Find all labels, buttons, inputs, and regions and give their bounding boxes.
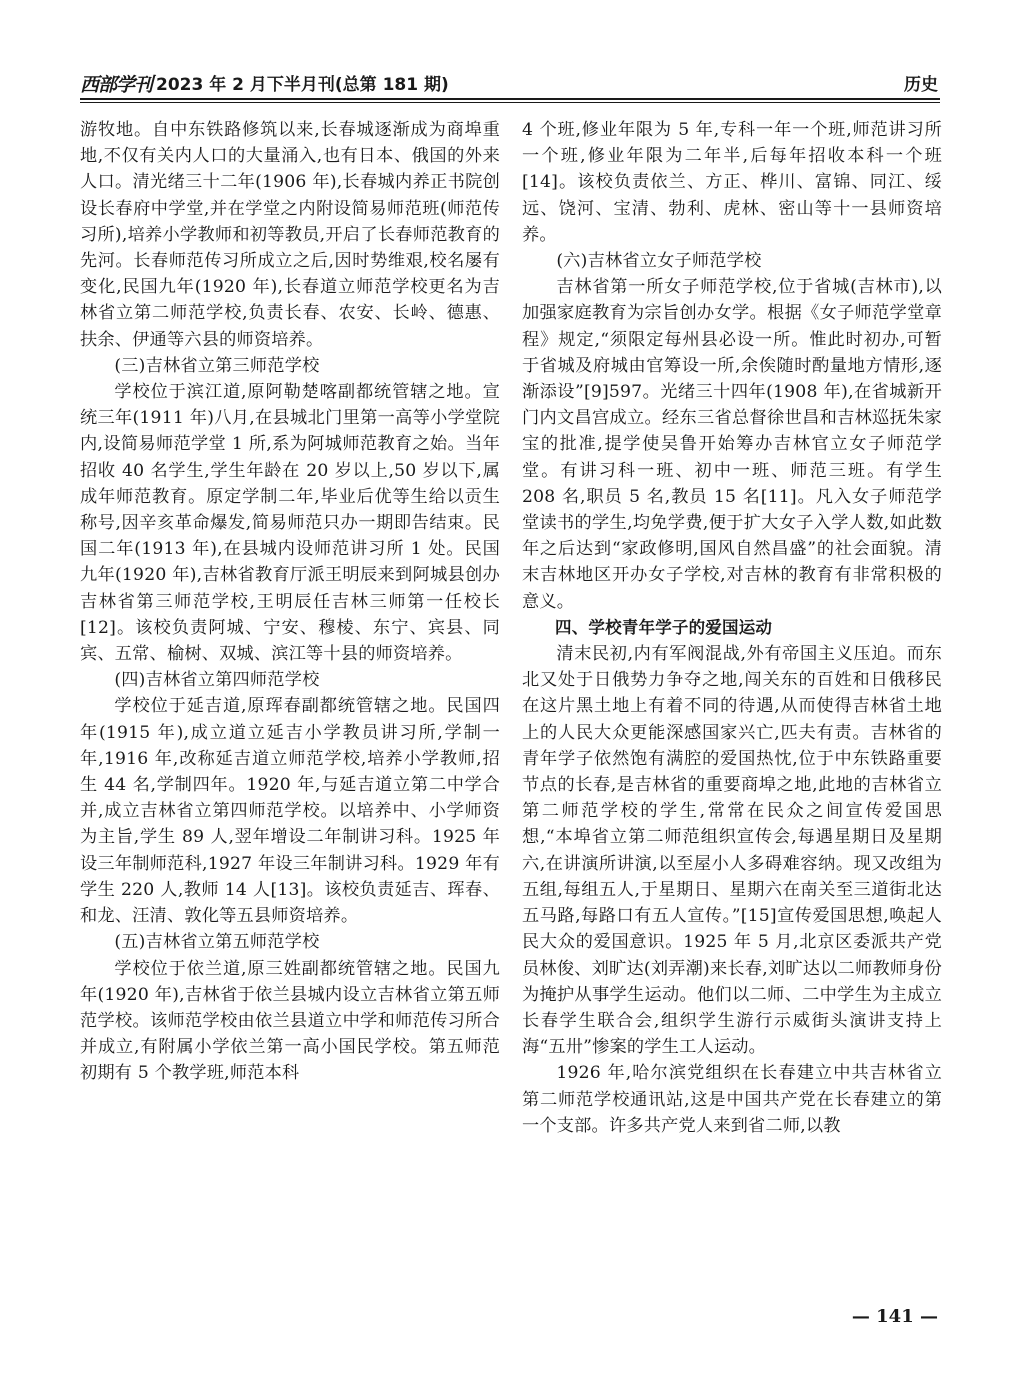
running-header <box>80 68 940 98</box>
right-column <box>522 117 942 1139</box>
section-heading: 四、学校青年学子的爱国运动 <box>555 617 773 637</box>
left-column <box>80 117 500 1087</box>
page-number: — 141 — <box>851 1306 938 1327</box>
header-rule-thick <box>80 98 940 100</box>
body-paragraph: 1926 年,哈尔滨党组织在长春建立中共吉林省立第二师范学校通讯站,这是中国共产党在长春建立的第一个支部。许多共产党人来到省二师,以教 <box>522 1063 942 1136</box>
header-rule-thin <box>80 102 940 103</box>
body-paragraph: 学校位于滨江道,原阿勒楚喀副都统管辖之地。宣统三年(1911 年)八月,在县城北门里第一高等小学堂院内,设简易师范学堂 1 所,系为阿城师范教育之始。当年招收 40 名学生,学生年龄在 20 岁以上,50 岁以下,属成年师范教育。原定学制二年,毕业后优等生给以贡生称号,因辛亥革命爆发,简易师范只办一期即告结束。民国二年(1913 年),在县城内设师范讲习所 1 处。民国九年(1920 年),吉林省教育厅派王明辰来到阿城县创办吉林省第三师范学校,王明辰任吉林三师第一任校长[12]。该校负责阿城、宁安、穆棱、东宁、宾县、同宾、五常、榆树、双城、滨江等十县的师资培养。 <box>80 382 500 665</box>
body-paragraph: 吉林省第一所女子师范学校,位于省城(吉林市),以加强家庭教育为宗旨创办女学。根据《女子师范学堂章程》规定,“须限定每州县必设一所。惟此时初办,可暂于省城及府城由官筹设一所,余俟随时酌量地方情形,逐渐添设”[9]597。光绪三十四年(1908 年),在省城新开门内文昌宫成立。经东三省总督徐世昌和吉林巡抚朱家宝的批准,提学使吴鲁开始筹办吉林官立女子师范学堂。有讲习科一班、初中一班、师范三班。有学生 208 名,职员 5 名,教员 15 名[11]。凡入女子师范学堂读书的学生,均免学费,便于扩大女子入学人数,如此数年之后达到“家政修明,国风自然昌盛”的社会面貌。清末吉林地区开办女子学校,对吉林的教育有非常积极的意义。 <box>522 277 942 612</box>
body-paragraph: 清末民初,内有军阀混战,外有帝国主义压迫。而东北又处于日俄势力争夺之地,闯关东的百姓和日俄移民在这片黑土地上有着不同的待遇,从而使得吉林省土地上的人民大众更能深感国家兴亡,匹夫有责。吉林省的青年学子依然饱有满腔的爱国热忱,位于中东铁路重要节点的长春,是吉林省的重要商埠之地,此地的吉林省立第二师范学校的学生,常常在民众之间宣传爱国思想,“本埠省立第二师范组织宣传会,每遇星期日及星期六,在讲演所讲演,以至屋小人多碍难容纳。现又改组为五组,每组五人,于星期日、星期六在南关至三道街北达五马路,每路口有五人宣传。”[15]宣传爱国思想,唤起人民大众的爱国意识。1925 年 5 月,北京区委派共产党员林俊、刘旷达(刘弄潮)来长春,刘旷达以二师教师身份为掩护从事学生运动。他们以二师、二中学生为主成立长春学生联合会,组织学生游行示威街头演讲支持上海“五卅”惨案的学生工人运动。 <box>522 644 942 1058</box>
subsection-heading: (三)吉林省立第三师范学校 <box>114 355 320 376</box>
body-paragraph: 游牧地。自中东铁路修筑以来,长春城逐渐成为商埠重地,不仅有关内人口的大量涌入,也有日本、俄国的外来人口。清光绪三十二年(1906 年),长春城内养正书院创设长春府中学堂,并在学堂之内附设简易师范班(师范传习所),培养小学教师和初等教员,开启了长春师范教育的先河。长春师范传习所成立之后,因时势维艰,校名屡有变化,民国九年(1920 年),长春道立师范学校更名为吉林省立第二师范学校,负责长春、农安、长岭、德惠、扶余、伊通等六县的师资培养。 <box>80 120 500 350</box>
body-paragraph: 学校位于依兰道,原三姓副都统管辖之地。民国九年(1920 年),吉林省于依兰县城内设立吉林省立第五师范学校。该师范学校由依兰县道立中学和师范传习所合并成立,有附属小学依兰第一高小国民学校。第五师范初期有 5 个教学班,师范本科 <box>80 958 500 1084</box>
body-paragraph: 学校位于延吉道,原珲春副都统管辖之地。民国四年(1915 年),成立道立延吉小学教员讲习所,学制一年,1916 年,改称延吉道立师范学校,培养小学教师,招生 44 名,学制四年。1920 年,与延吉道立第二中学合并,成立吉林省立第四师范学校。以培养中、小学师资为主旨,学生 89 人,翌年增设二年制讲习科。1925 年设三年制师范科,1927 年设三年制讲习科。1929 年有学生 220 人,教师 14 人[13]。该校负责延吉、珲春、和龙、汪清、敦化等五县师资培养。 <box>80 696 500 927</box>
journal-logo: 西部学刊 <box>80 74 153 96</box>
subsection-heading: (四)吉林省立第四师范学校 <box>114 670 320 691</box>
section-name: 历史 <box>904 75 938 95</box>
body-paragraph: 4 个班,修业年限为 5 年,专科一年一个班,师范讲习所一个班,修业年限为二年半,后每年招收本科一个班[14]。该校负责依兰、方正、桦川、富锦、同江、绥远、饶河、宝清、勃利、虎林、密山等十一县师资培养。 <box>522 120 942 245</box>
subsection-heading: (六)吉林省立女子师范学校 <box>556 251 762 272</box>
issue-info: 2023 年 2 月下半月刊(总第 181 期) <box>156 75 449 95</box>
subsection-heading: (五)吉林省立第五师范学校 <box>114 932 320 953</box>
